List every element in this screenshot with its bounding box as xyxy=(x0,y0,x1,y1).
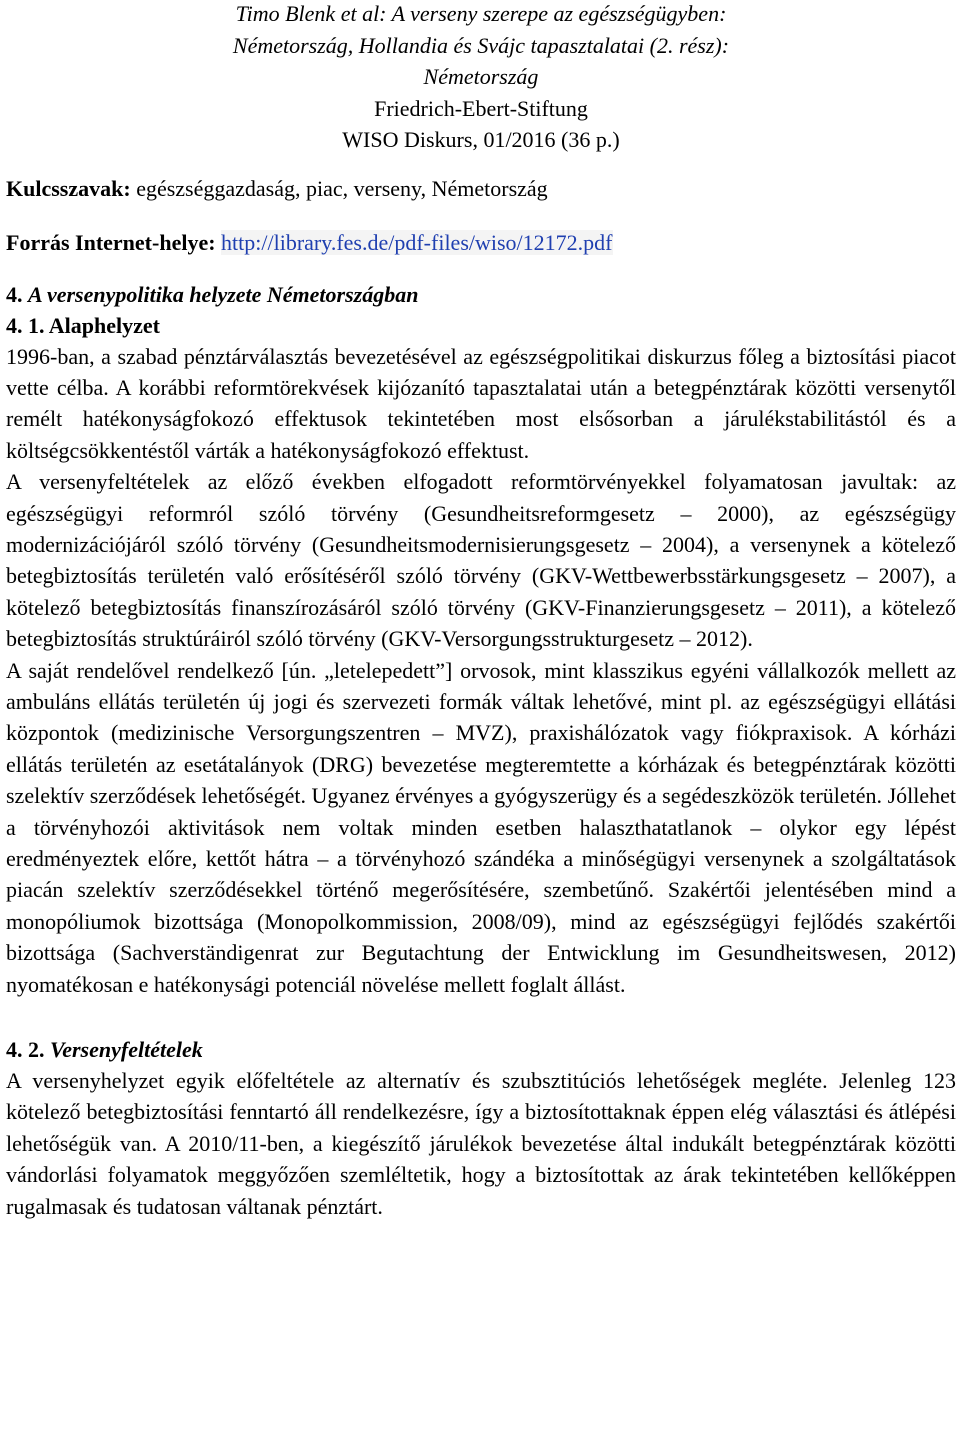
document-header xyxy=(6,0,956,156)
keywords-label: Kulcsszavak: xyxy=(6,175,131,201)
section-4-2-number: 4. 2. xyxy=(6,1037,50,1063)
paragraph-4-1-2: A versenyfeltételek az előző években elfogadott reformtörvényekkel folyamatosan javultak: az egészségügyi reformról szóló törvény (Gesundheitsreformgesetz – 2000), az egészségügy modernizációjáról szóló törvény (Gesundheitsmodernisierungsgesetz – 2004), a versenynek a kötelező betegbiztosítás területén való erősítéséről szóló törvény (GKV-Wettbewerbsstärkungsgesetz – 2007), a kötelező betegbiztosítás finanszírozásáról szóló törvény (GKV-Finanzierungsgesetz – 2011), a kötelező betegbiztosítás struktúráiról szóló törvény (GKV-Versorgungsstrukturgesetz – 2012). xyxy=(6,469,956,652)
section-4-number: 4. xyxy=(6,281,28,307)
paragraph-4-2-1: A versenyhelyzet egyik előfeltétele az alternatív és szubsztitúciós lehetőségek megléte. Jelenleg 123 kötelező betegbiztosítási fenntartó áll rendelkezésre, így a biztosítottaknak éppen elég választási és átlépési lehetőségük van. A 2010/11-ben, a kiegészítő járulékok bevezetése által indukált betegpénztárak közötti vándorlási folyamatok meggyőzően szemléltetik, hogy a biztosítottak az árak tekintetében kellőképpen rugalmasak és tudatosan váltanak pénztárt. xyxy=(6,1068,956,1219)
article-title-line-2: Németország, Hollandia és Svájc tapasztalatai (2. rész): xyxy=(232,32,730,58)
section-4-heading xyxy=(6,279,956,310)
keywords-value: egészséggazdaság, piac, verseny, Németország xyxy=(130,175,548,201)
section-4-1-heading: 4. 1. Alaphelyzet xyxy=(6,312,160,338)
keywords-line xyxy=(6,173,956,204)
section-4-2-title: Versenyfeltételek xyxy=(50,1037,203,1063)
source-line xyxy=(6,227,956,258)
section-4-title: A versenypolitika helyzete Németországban xyxy=(28,281,419,307)
source-label: Forrás Internet-helye: xyxy=(6,229,216,255)
source-link[interactable]: http://library.fes.de/pdf-files/wiso/12172.pdf xyxy=(221,229,613,255)
section-4-2-heading xyxy=(6,1034,956,1065)
article-title-line-3: Németország xyxy=(423,64,539,89)
publisher: Friedrich-Ebert-Stiftung xyxy=(374,95,588,121)
paragraph-4-1-3: A saját rendelővel rendelkező [ún. „letelepedett”] orvosok, mint klasszikus egyéni vállalkozók mellett az ambuláns ellátás területén új jogi és szervezeti formák váltak lehetővé, mint pl. az egészségügyi ellátási központok (medizinische Versorgungszentren – MVZ), praxishálózatok vagy fiókpraxisok. A kórházi ellátás területén az esetátalányok (DRG) bevezetése megteremtette a kórházak és betegpénztárak közötti szelektív szerződések lehetőségét. Ugyanez érvényes a gyógyszerügy és a segédeszközök területén. Jóllehet a törvényhozói aktivitások nem voltak minden esetben halaszthatatlanok – olykor egy lépést eredményeztek előre, kettőt hátra – a törvényhozó szándéka a minőségügyi versenynek a szolgáltatások piacán szelektív szerződésekkel történő megerősítésére, szembetűnő. Szakértői jelentésében mind a monopóliumok bizottsága (Monopolkommission, 2008/09), mind az egészségügyi fejlődés szakértői bizottsága (Sachverständigenrat zur Begutachtung der Entwicklung im Gesundheitswesen, 2012) nyomatékosan e hatékonysági potenciál növelése mellett foglalt állást. xyxy=(6,657,956,997)
article-title-line-1: Timo Blenk et al: A verseny szerepe az egészségügyben: xyxy=(235,1,727,26)
paragraph-4-1-1: 1996-ban, a szabad pénztárválasztás bevezetésével az egészségpolitikai diskurzus főleg a biztosítási piacot vette célba. A korábbi reformtörekvések kijózanító tapasztalatai után a betegpénztárak közötti versenytől remélt hatékonyságfokozó effektusok tekintetében most elsősorban a járulékstabilitástól és a költségcsökkentéstől várták a hatékonyságfokozó effektust. xyxy=(6,343,956,463)
series-info: WISO Diskurs, 01/2016 (36 p.) xyxy=(342,127,620,152)
